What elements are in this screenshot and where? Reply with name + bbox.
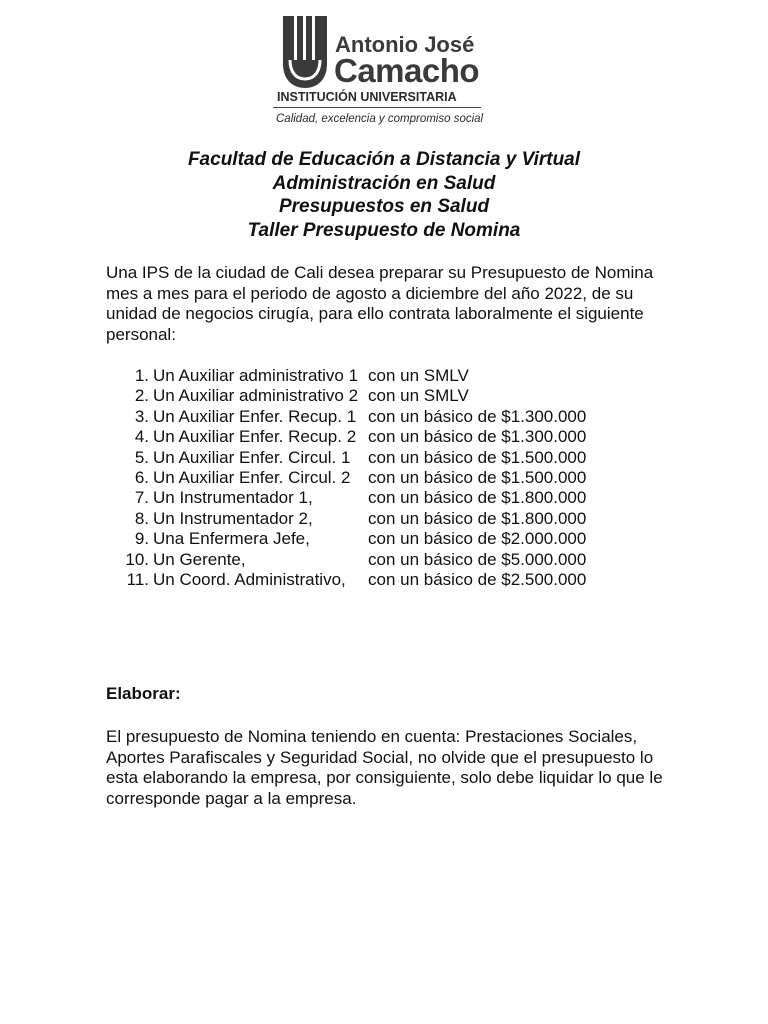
staff-item-number: 10.: [125, 549, 149, 569]
staff-list-item: [106, 468, 666, 488]
staff-item-label: Un Auxiliar Enfer. Circul. 2: [153, 467, 351, 487]
staff-item-detail: con un básico de $5.000.000: [368, 549, 587, 569]
task-heading: Elaborar:: [106, 684, 181, 703]
faculty-title: Facultad de Educación a Distancia y Virtual: [187, 149, 581, 170]
staff-list-item: [106, 427, 666, 447]
staff-item-label: Un Gerente,: [153, 549, 246, 569]
staff-item-detail: con un básico de $1.300.000: [368, 406, 587, 426]
staff-item-number: 2.: [134, 386, 149, 406]
staff-list-item: [106, 407, 666, 427]
staff-item-number: 7.: [134, 488, 149, 508]
staff-item-detail: con un básico de $1.800.000: [368, 488, 587, 508]
intro-paragraph: Una IPS de la ciudad de Cali desea preparar su Presupuesto de Nomina mes a mes para el periodo de agosto a diciembre del año 2022, de su unidad de negocios cirugía, para ello contrata laboralmente el siguiente personal:: [106, 263, 654, 345]
staff-item-number: 11.: [126, 569, 149, 589]
staff-list-item: [106, 448, 666, 468]
staff-item-number: 9.: [134, 529, 149, 549]
staff-list: [106, 366, 666, 590]
staff-item-detail: con un básico de $1.800.000: [368, 508, 587, 528]
staff-item-number: 1.: [134, 366, 149, 385]
staff-item-number: 3.: [134, 406, 149, 426]
staff-item-detail: con un SMLV: [368, 386, 469, 406]
logo-divider: [273, 107, 481, 108]
logo-name-line1: Antonio José: [335, 32, 475, 57]
logo-name-line2: Camacho: [334, 52, 480, 89]
task-paragraph: El presupuesto de Nomina teniendo en cuenta: Prestaciones Sociales, Aportes Parafiscales y Seguridad Social, no olvide que el presupuesto lo esta elaborando la empresa, por consiguiente, solo debe liquidar lo que le corresponde pagar a la empresa.: [106, 727, 663, 809]
staff-item-detail: con un básico de $1.500.000: [368, 467, 587, 487]
staff-item-label: Un Instrumentador 2,: [153, 508, 313, 528]
staff-item-number: 8.: [134, 508, 149, 528]
university-logo-icon: [281, 14, 329, 90]
course-title: Presupuestos en Salud: [278, 196, 490, 217]
staff-list-item: [106, 509, 666, 529]
staff-item-label: Un Auxiliar administrativo 1: [153, 366, 359, 385]
staff-list-item: [106, 529, 666, 549]
staff-item-number: 5.: [134, 447, 149, 467]
staff-item-detail: con un básico de $1.300.000: [368, 427, 587, 447]
staff-list-item: [106, 550, 666, 570]
staff-item-detail: con un básico de $2.000.000: [368, 529, 587, 549]
staff-item-label: Una Enfermera Jefe,: [153, 529, 310, 549]
staff-item-label: Un Auxiliar administrativo 2: [153, 386, 359, 406]
staff-list-item: [106, 570, 666, 590]
staff-item-label: Un Auxiliar Enfer. Recup. 2: [153, 427, 357, 447]
staff-item-detail: con un SMLV: [368, 366, 469, 385]
staff-item-detail: con un básico de $2.500.000: [368, 569, 587, 589]
logo-institution: INSTITUCIÓN UNIVERSITARIA: [277, 90, 457, 104]
staff-item-label: Un Auxiliar Enfer. Circul. 1: [153, 447, 351, 467]
staff-item-label: Un Auxiliar Enfer. Recup. 1: [153, 406, 357, 426]
staff-item-label: Un Coord. Administrativo,: [153, 569, 346, 589]
staff-list-item: [106, 366, 666, 386]
staff-list-item: [106, 488, 666, 508]
program-title: Administración en Salud: [272, 172, 496, 194]
logo-slogan: Calidad, excelencia y compromiso social: [276, 113, 484, 125]
staff-list-item: [106, 386, 666, 406]
staff-item-number: 6.: [134, 467, 149, 487]
document-titles: [0, 148, 768, 242]
workshop-title: Taller Presupuesto de Nomina: [247, 219, 521, 241]
staff-item-label: Un Instrumentador 1,: [153, 488, 313, 508]
staff-item-number: 4.: [134, 427, 149, 447]
staff-item-detail: con un básico de $1.500.000: [368, 447, 587, 467]
university-logo: [273, 14, 485, 130]
